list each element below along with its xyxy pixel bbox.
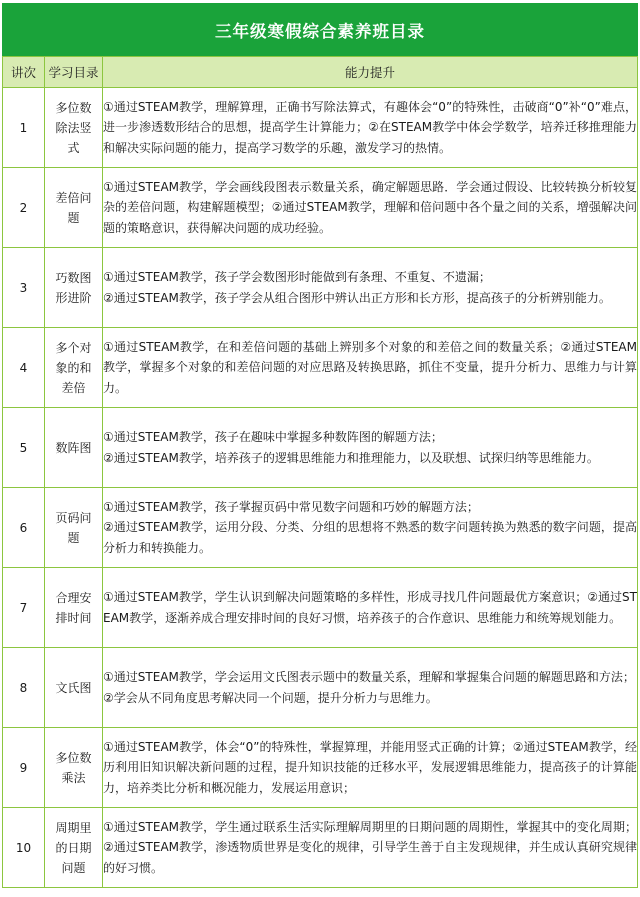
lesson-skills: ①通过STEAM教学，学生通过联系生活实际理解周期里的日期问题的周期性，掌握其中的变化周期；②通过STEAM教学，渗透物质世界是变化的规律，引导学生善于自主发现规律，并生成认真研究规律的好习惯。	[103, 820, 637, 875]
lesson-index: 5	[3, 408, 45, 488]
table-row	[3, 568, 638, 648]
table-row	[3, 728, 638, 808]
lesson-skills: ①通过STEAM教学，体会“0”的特殊性，掌握算理，并能用竖式正确的计算；②通过STEAM教学，经历利用旧知识解决新问题的过程，提升知识技能的迁移水平，发展逻辑思维能力，提高孩子的计算能力，培养类比分析和概况能力，发展运用意识；	[103, 740, 637, 795]
lesson-index: 7	[3, 568, 45, 648]
lesson-skills: ①通过STEAM教学，孩子在趣味中掌握多种数阵图的解题方法； ②通过STEAM教学，培养孩子的逻辑思维能力和推理能力，以及联想、试探归纳等思维能力。	[103, 430, 599, 465]
lesson-skills: ①通过STEAM教学，学生认识到解决问题策略的多样性，形成寻找几件问题最优方案意识；②通过STEAM教学，逐渐养成合理安排时间的良好习惯，培养孩子的合作意识、思维能力和统筹规划能力。	[103, 590, 637, 625]
lesson-skills-cell	[103, 808, 638, 888]
lesson-skills-cell	[103, 648, 638, 728]
header-skills: 能力提升	[103, 57, 638, 88]
lesson-topic-cell	[45, 88, 103, 168]
lesson-skills-cell	[103, 728, 638, 808]
lesson-topic-cell	[45, 568, 103, 648]
lesson-topic-cell	[45, 248, 103, 328]
lesson-index: 3	[3, 248, 45, 328]
header-index: 讲次	[3, 57, 45, 88]
table-body	[3, 88, 638, 888]
lesson-topic: 巧数图形进阶	[55, 270, 92, 305]
lesson-skills: ①通过STEAM教学，孩子学会数图形时能做到有条理、不重复、不遗漏； ②通过STEAM教学，孩子学会从组合图形中辨认出正方形和长方形，提高孩子的分析辨别能力。	[103, 270, 611, 305]
lesson-topic-cell	[45, 408, 103, 488]
lesson-skills-cell	[103, 88, 638, 168]
lesson-skills-cell	[103, 248, 638, 328]
lesson-skills-cell	[103, 568, 638, 648]
lesson-index: 9	[3, 728, 45, 808]
lesson-topic-cell	[45, 648, 103, 728]
catalog-title: 三年级寒假综合素养班目录	[2, 3, 638, 56]
lesson-skills-cell	[103, 168, 638, 248]
lesson-topic: 文氏图	[55, 680, 92, 695]
table-row	[3, 88, 638, 168]
table-row	[3, 168, 638, 248]
lesson-skills-cell	[103, 408, 638, 488]
lesson-skills: ①通过STEAM教学，理解算理，正确书写除法算式，有趣体会“0”的特殊性，击破商“0”补“0”难点，进一步渗透数形结合的思想，提高学生计算能力；②在STEAM教学中体会学数学，培养迁移推理能力和解决实际问题的能力，提高学习数学的乐趣，激发学习的热情。	[103, 100, 637, 155]
catalog-table	[2, 56, 638, 888]
lesson-topic-cell	[45, 728, 103, 808]
lesson-index: 1	[3, 88, 45, 168]
lesson-topic-cell	[45, 808, 103, 888]
header-topic: 学习目录	[45, 57, 103, 88]
lesson-topic-cell	[45, 168, 103, 248]
lesson-topic: 合理安排时间	[55, 590, 92, 625]
lesson-topic-cell	[45, 328, 103, 408]
lesson-index: 8	[3, 648, 45, 728]
lesson-skills: ①通过STEAM教学，孩子掌握页码中常见数字问题和巧妙的解题方法； ②通过STEAM教学，运用分段、分类、分组的思想将不熟悉的数字问题转换为熟悉的数字问题，提高分析力和转换能力。	[103, 500, 637, 555]
lesson-topic: 数阵图	[55, 440, 92, 455]
table-header-row	[3, 57, 638, 88]
table-row	[3, 408, 638, 488]
lesson-topic: 页码问题	[55, 510, 92, 545]
table-row	[3, 248, 638, 328]
lesson-topic: 多个对象的和差倍	[55, 340, 92, 395]
lesson-topic: 周期里的日期问题	[55, 820, 92, 875]
lesson-index: 4	[3, 328, 45, 408]
table-row	[3, 328, 638, 408]
lesson-index: 6	[3, 488, 45, 568]
table-row	[3, 648, 638, 728]
lesson-topic: 多位数乘法	[55, 750, 92, 785]
lesson-skills: ①通过STEAM教学，在和差倍问题的基础上辨别多个对象的和差倍之间的数量关系；②通过STEAM教学，掌握多个对象的和差倍问题的对应思路及转换思路，抓住不变量，提升分析力、思维力与计算力。	[103, 340, 637, 395]
lesson-skills: ①通过STEAM教学，学会画线段图表示数量关系，确定解题思路．学会通过假设、比较转换分析较复杂的差倍问题，构建解题模型；②通过STEAM教学，理解和倍问题中各个量之间的关系，增强解决问题的策略意识，获得解决问题的成功经验。	[103, 180, 637, 235]
table-row	[3, 808, 638, 888]
lesson-skills: ①通过STEAM教学，学会运用文氏图表示题中的数量关系，理解和掌握集合问题的解题思路和方法； ②学会从不同角度思考解决同一个问题，提升分析力与思维力。	[103, 670, 635, 705]
lesson-index: 10	[3, 808, 45, 888]
lesson-skills-cell	[103, 488, 638, 568]
lesson-topic-cell	[45, 488, 103, 568]
lesson-topic: 差倍问题	[55, 190, 92, 225]
lesson-skills-cell	[103, 328, 638, 408]
lesson-topic: 多位数除法竖式	[55, 100, 92, 155]
lesson-index: 2	[3, 168, 45, 248]
table-row	[3, 488, 638, 568]
